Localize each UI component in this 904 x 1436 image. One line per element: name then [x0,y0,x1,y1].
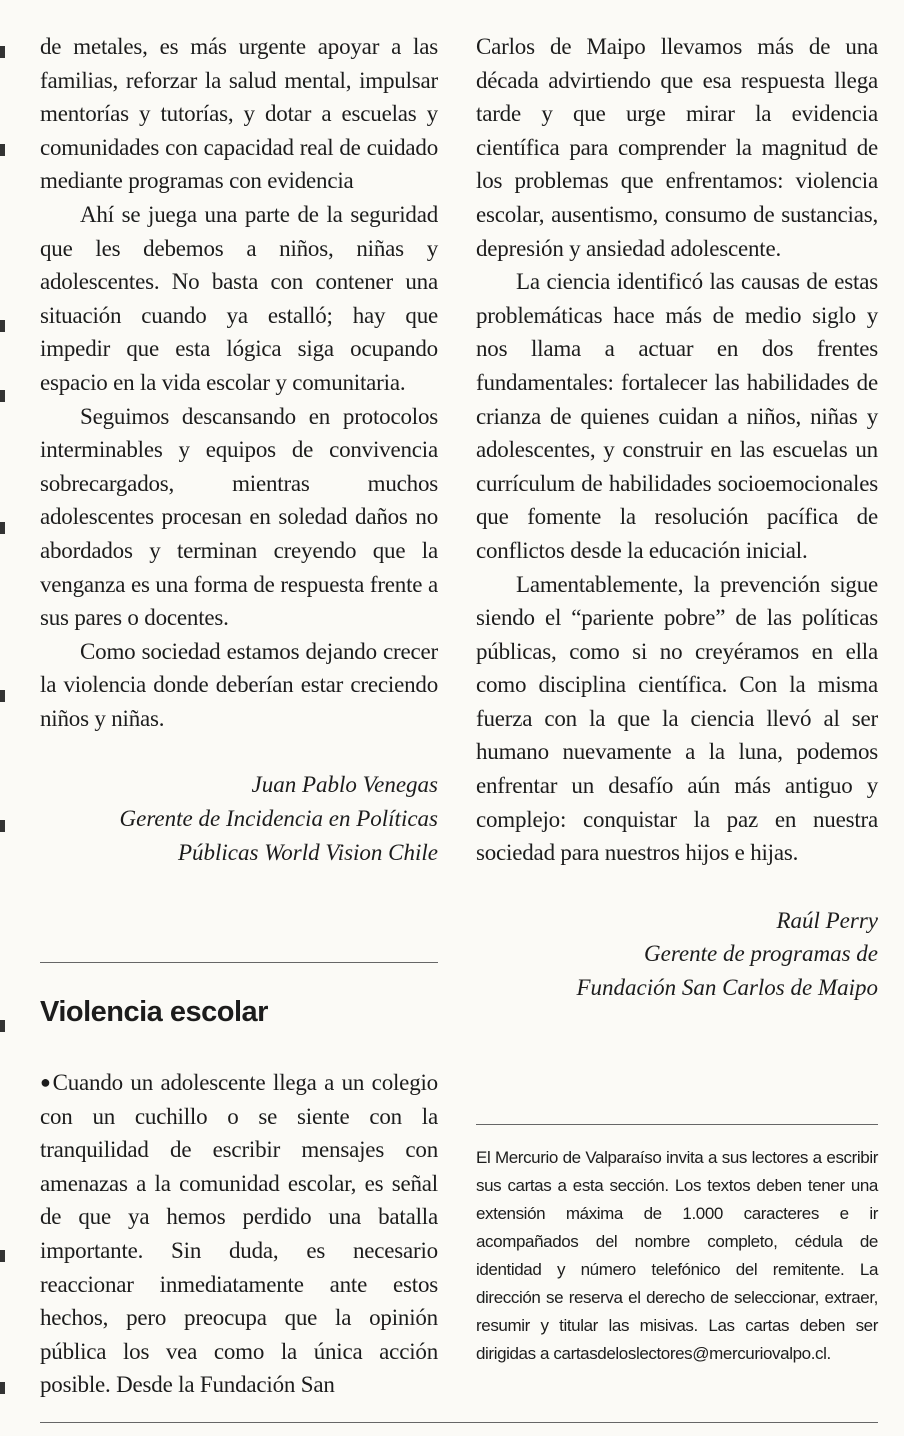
edge-fragment [0,320,5,332]
signature-title: Gerente de programas de [644,941,878,967]
edge-fragment [0,820,5,832]
letter-paragraph: Seguimos descansando en protocolos interminables y equipos de convivencia sobrecargados, mientras muchos adolescentes procesan en soledad daños no abordados y terminan creyendo que la venganza es una forma de respuesta frente a sus pares o docentes. [40,403,438,631]
second-letter-signature [476,904,878,1005]
letter-paragraph [40,1066,438,1402]
letter-paragraph: Ahí se juega una parte de la seguridad que les debemos a niños, niñas y adolescentes. No basta con contener una situación cuando ya estalló; hay que impedir que esta lógica siga ocupando espacio en la vida escolar y comunitaria. [40,201,438,395]
bullet-icon: ● [40,1072,53,1092]
letter-paragraph: La ciencia identificó las causas de estas problemáticas hace más de medio siglo y nos llama a actuar en dos frentes fundamentales: fortalecer las habilidades de crianza de quienes cuidan a niños, niñas y adolescentes, y construir en las escuelas un currículum de habilidades socioemocionales que fomente la resolución pacífica de conflictos desde la educación inicial. [476,269,878,563]
divider [476,1124,878,1125]
letter-paragraph: Lamentablemente, la prevención sigue siendo el “pariente pobre” de las políticas públicas, como si no creyéramos en ella como disciplina científica. Con la misma fuerza con la que la ciencia llevó al ser humano nuevamente a la luna, podemos enfrentar un desafío aún más antiguo y complejo: conquistar la paz en nuestra sociedad para nuestros hijos e hijas. [476,571,878,866]
second-letter-continuation [476,30,878,1005]
signature-name: Raúl Perry [776,907,878,933]
edge-fragment [0,1250,5,1262]
editorial-notice: El Mercurio de Valparaíso invita a sus lectores a escribir sus cartas a esta sección. Los textos deben tener una extensión máxima de 1.000 caracteres e ir acompañados del nombre completo, cédula de identidad y número telefónico del remitente. La dirección se reserva el derecho de seleccionar, extraer, resumir y titular las misivas. Las cartas deben ser dirigidas a cartasdeloslectores@mercuriovalpo.cl. [476,1148,878,1363]
second-letter-start [40,1066,438,1402]
letter-text: Cuando un adolescente llega a un colegio con un cuchillo o se siente con la tranquilidad de escribir mensajes con amenazas a la comunidad escolar, es señal de que ya hemos perdido una batalla importante. Sin duda, es necesario reaccionar inmediatamente ante estos hechos, pero preocupa que la opinión pública los vea como la única acción posible. Desde la Fundación San [40,1070,438,1398]
edge-fragment [0,690,5,702]
signature-title: Gerente de Incidencia en Políticas [119,806,438,832]
edge-fragment [0,46,5,58]
signature-organization: Públicas World Vision Chile [177,839,438,865]
divider [40,962,438,963]
signature-name: Juan Pablo Venegas [251,772,438,798]
signature-organization: Fundación San Carlos de Maipo [576,975,878,1001]
letter-paragraph: de metales, es más urgente apoyar a las familias, reforzar la salud mental, impulsar mentorías y tutorías, y dotar a escuelas y comunidades con capacidad real de cuidado mediante programas con evidencia [40,34,438,194]
first-letter-signature [40,768,438,869]
first-letter-continuation [40,30,438,869]
edge-fragment [0,144,5,156]
letter-paragraph: Como sociedad estamos dejando crecer la violencia donde deberían estar creciendo niños y niñas. [40,638,438,731]
edge-fragment [0,1020,5,1032]
bottom-divider [40,1422,878,1423]
letter-headline: Violencia escolar [40,996,268,1028]
edge-fragment [0,1382,5,1394]
edge-fragment [0,390,5,402]
letter-paragraph: Carlos de Maipo llevamos más de una década advirtiendo que esa respuesta llega tarde y que urge mirar la evidencia científica para comprender la magnitud de los problemas que enfrentamos: violencia escolar, ausentismo, consumo de sustancias, depresión y ansiedad adolescente. [476,34,878,261]
edge-fragment [0,522,5,534]
